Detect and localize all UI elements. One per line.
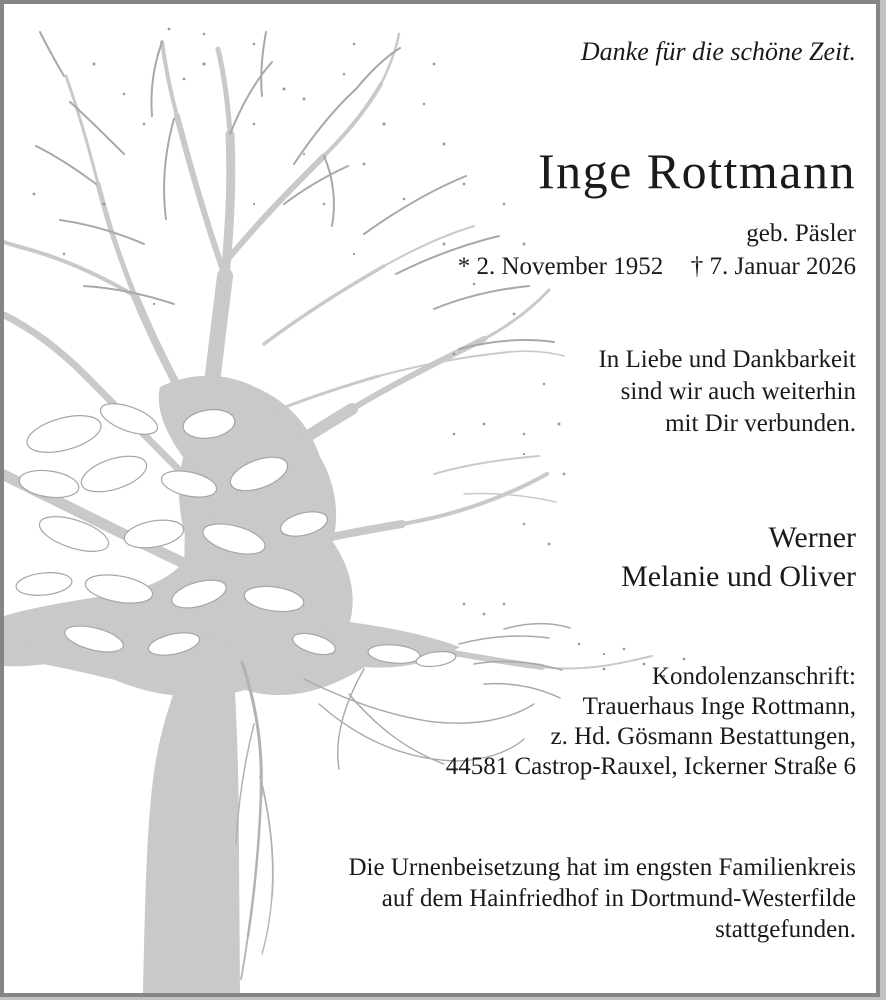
burial-line: auf dem Hainfriedhof in Dortmund-Westerfilde [381, 885, 856, 912]
condolence-line: 44581 Castrop-Rauxel, Ickerner Straße 6 [445, 753, 856, 780]
mourners-names [136, 518, 856, 596]
burial-info [136, 852, 856, 945]
tribute-line: In Liebe und Dankbarkeit [598, 346, 856, 373]
life-dates [136, 251, 856, 282]
maiden-name: geb. Päsler [746, 220, 856, 247]
burial-line: Die Urnenbeisetzung hat im engsten Familienkreis [348, 854, 856, 881]
death-date: † 7. Januar 2026 [690, 253, 856, 280]
farewell-quote: Danke für die schöne Zeit. [580, 37, 856, 66]
tribute-line: mit Dir verbunden. [665, 410, 856, 437]
birth-date: * 2. November 1952 [457, 253, 664, 280]
condolence-heading: Kondolenzanschrift: [651, 663, 856, 690]
condolence-line: Trauerhaus Inge Rottmann, [582, 693, 856, 720]
mourner-line: Melanie und Oliver [621, 560, 856, 593]
condolence-line: z. Hd. Gösmann Bestattungen, [550, 723, 856, 750]
deceased-name: Inge Rottmann [537, 143, 856, 199]
mourner-line: Werner [768, 521, 856, 554]
condolence-address [136, 662, 856, 782]
tribute-text [136, 344, 856, 440]
burial-line: stattgefunden. [715, 916, 856, 943]
tribute-line: sind wir auch weiterhin [620, 378, 856, 405]
